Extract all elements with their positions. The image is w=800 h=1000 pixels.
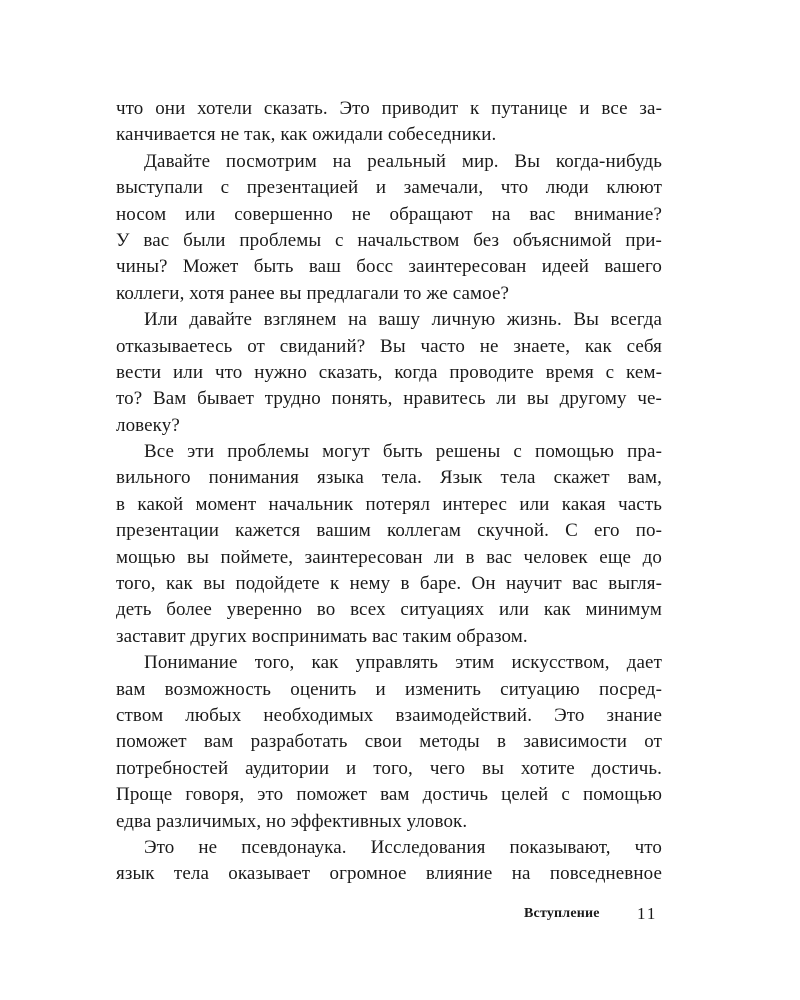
text-line: коллеги, хотя ранее вы предлагали то же самое? bbox=[116, 282, 510, 304]
text-line: язык тела оказывает огромное влияние на повседневное bbox=[116, 863, 662, 885]
text-line: мощью вы поймете, заинтересован ли в вас человек еще до bbox=[116, 546, 662, 568]
page-footer bbox=[0, 900, 800, 930]
page-number: 11 bbox=[637, 904, 658, 923]
text-line: чины? Может быть ваш босс заинтересован идеей вашего bbox=[116, 256, 662, 278]
running-head: Вступление bbox=[524, 906, 600, 921]
text-line: ством любых необходимых взаимодействий. Это знание bbox=[116, 704, 662, 726]
text-line: презентации кажется вашим коллегам скучной. С его по- bbox=[116, 520, 662, 542]
text-line: деть более уверенно во всех ситуациях или как минимум bbox=[116, 599, 662, 621]
paragraph bbox=[116, 96, 662, 149]
text-line: потребностей аудитории и того, чего вы хотите достичь. bbox=[116, 757, 662, 779]
text-line: то? Вам бывает трудно понять, нравитесь ли вы другому че- bbox=[116, 388, 662, 410]
text-line: Понимание того, как управлять этим искусством, дает bbox=[144, 652, 662, 674]
text-line: в какой момент начальник потерял интерес или какая часть bbox=[116, 493, 662, 515]
text-line: вести или что нужно сказать, когда проводите время с кем- bbox=[116, 361, 662, 383]
text-line: того, как вы подойдете к нему в баре. Он научит вас выгля- bbox=[116, 573, 662, 595]
text-line: У вас были проблемы с начальством без объяснимой при- bbox=[116, 229, 662, 251]
text-line: выступали с презентацией и замечали, что люди клюют bbox=[116, 177, 662, 199]
paragraph bbox=[116, 149, 662, 307]
text-line: носом или совершенно не обращают на вас внимание? bbox=[116, 203, 662, 225]
text-line: поможет вам разработать свои методы в зависимости от bbox=[116, 731, 662, 753]
paragraph bbox=[116, 307, 662, 439]
text-line: ловеку? bbox=[116, 414, 180, 436]
text-line: что они хотели сказать. Это приводит к путанице и все за- bbox=[116, 98, 662, 119]
text-line: канчивается не так, как ожидали собеседники. bbox=[116, 124, 497, 146]
text-line: Давайте посмотрим на реальный мир. Вы когда-нибудь bbox=[144, 150, 662, 172]
text-line: Или давайте взглянем на вашу личную жизнь. Вы всегда bbox=[144, 309, 662, 331]
paragraph bbox=[116, 439, 662, 650]
text-line: Это не псевдонаука. Исследования показывают, что bbox=[144, 836, 662, 858]
text-line: Все эти проблемы могут быть решены с помощью пра- bbox=[144, 441, 662, 463]
text-line: вильного понимания языка тела. Язык тела скажет вам, bbox=[116, 467, 662, 489]
text-line: Проще говоря, это поможет вам достичь целей с помощью bbox=[116, 784, 662, 806]
text-line: едва различимых, но эффективных уловок. bbox=[116, 810, 468, 832]
text-line: отказываетесь от свиданий? Вы часто не знаете, как себя bbox=[116, 335, 662, 357]
text-line: заставит других воспринимать вас таким образом. bbox=[116, 625, 528, 647]
paragraph bbox=[116, 835, 662, 888]
page-body bbox=[116, 96, 662, 888]
paragraph bbox=[116, 650, 662, 835]
text-line: вам возможность оценить и изменить ситуацию посред- bbox=[116, 678, 662, 700]
